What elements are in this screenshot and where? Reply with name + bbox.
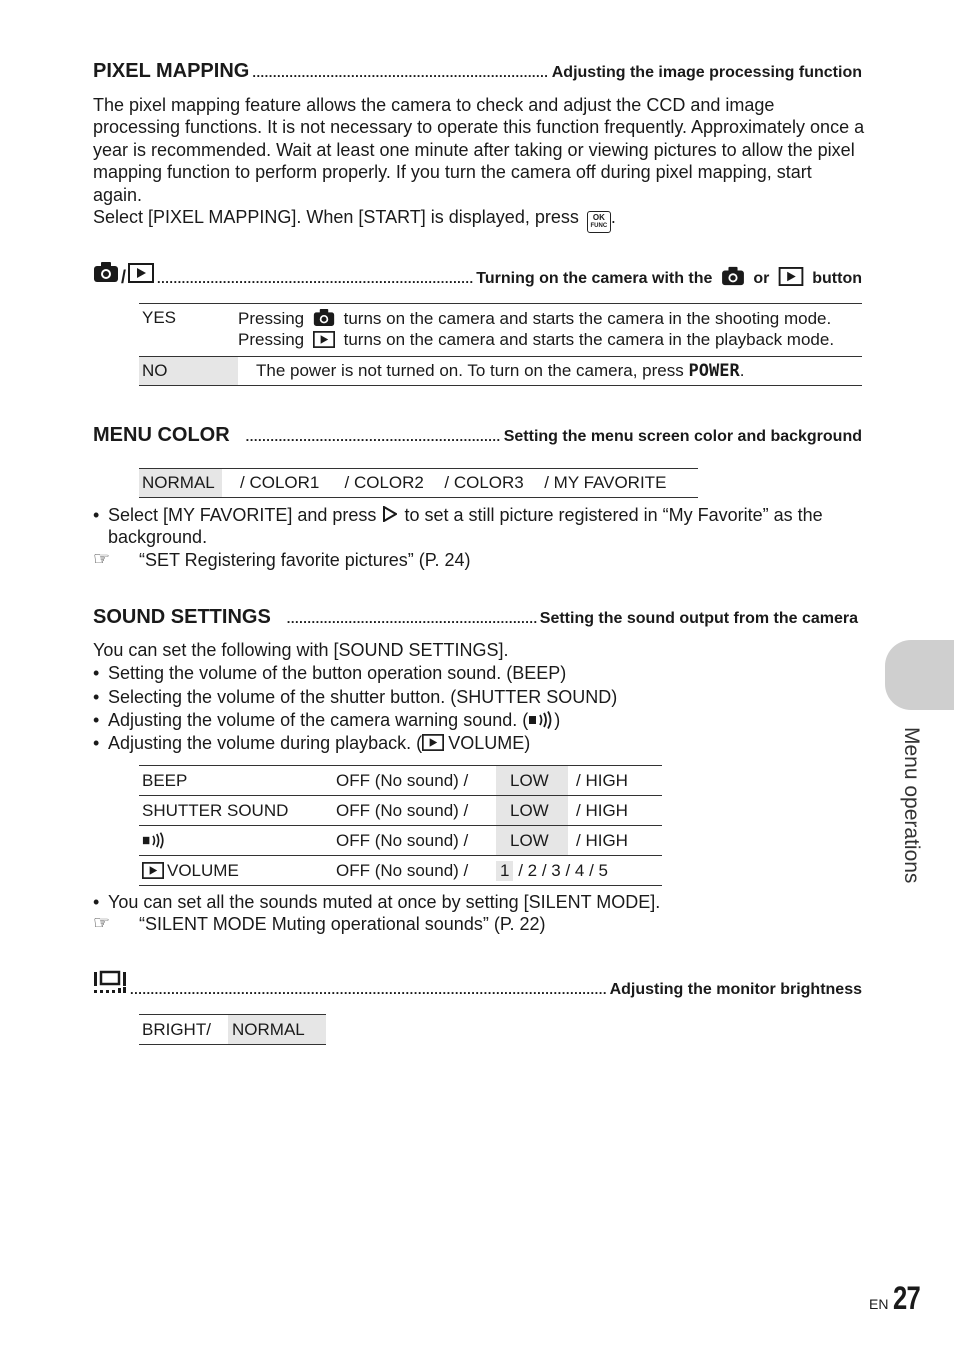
play-icon: [422, 734, 444, 751]
bullet-text: Adjusting the volume during playback. (: [108, 733, 423, 754]
reference-note: [93, 549, 863, 571]
monitor-header: [93, 970, 862, 999]
sound-table: [139, 765, 662, 886]
no-text: The power is not turned on. To turn on the camera, press: [256, 361, 684, 380]
reference-note: [93, 913, 865, 935]
pixel-mapping-body: [93, 94, 865, 233]
menu-color-desc: Setting the menu screen color and background: [503, 428, 862, 445]
leader-dots: [252, 65, 548, 80]
pixel-mapping-instruction: Select [PIXEL MAPPING]. When [START] is displayed, press OK FUNC .: [93, 206, 865, 233]
sound-row-volume: [139, 856, 336, 886]
pressing-label: Pressing: [238, 309, 305, 328]
table-row: [139, 766, 662, 796]
menu-color-notes: [93, 504, 863, 571]
monitor-options: [139, 1014, 326, 1045]
power-on-desc-or: or: [753, 270, 770, 287]
page-number: 27: [892, 1280, 920, 1316]
sound-settings-title: SOUND SETTINGS: [93, 606, 271, 628]
list-item: • Selecting the volume of the shutter button. (SHUTTER SOUND): [93, 686, 865, 709]
speaker-icon: [528, 711, 554, 729]
table-row: [139, 469, 698, 498]
volume-levels: [496, 856, 662, 886]
sound-intro: You can set the following with [SOUND SETTINGS].: [93, 640, 509, 660]
play-icon: [142, 862, 164, 879]
table-row: [139, 826, 662, 856]
chapter-tab: [885, 640, 954, 710]
pixel-mapping-title: PIXEL MAPPING: [93, 60, 250, 82]
list-item: [93, 709, 865, 732]
bullet-end: VOLUME): [448, 733, 531, 754]
option-level-1: 1: [496, 861, 513, 881]
list-item: [93, 732, 865, 755]
pixel-mapping-desc: Adjusting the image processing function: [551, 64, 862, 81]
bullet-text-b: to set a still picture registered in “My Favorite” as the background.: [108, 505, 823, 548]
leader-dots: [287, 611, 537, 626]
table-row: [139, 357, 862, 386]
power-on-table: [139, 303, 862, 386]
pointing-hand-icon: ☞: [93, 913, 111, 935]
bullet-text: Adjusting the volume of the camera warning sound. (: [108, 709, 529, 730]
reference-text: “SILENT MODE Muting operational sounds” (P. 22): [139, 914, 546, 935]
option-levels-2-5: / 2 / 3 / 4 / 5: [518, 860, 608, 880]
menu-color-header: [93, 424, 862, 447]
power-on-desc-suffix: button: [812, 270, 862, 287]
yes-line1: turns on the camera and starts the camera in the shooting mode.: [343, 309, 832, 328]
leader-dots: [246, 429, 501, 444]
table-row: [139, 1015, 326, 1045]
sound-row-shutter: SHUTTER SOUND: [142, 800, 289, 820]
func-label: FUNC: [590, 223, 608, 230]
play-icon: [128, 263, 154, 288]
play-icon: [778, 267, 804, 286]
power-on-desc: [476, 266, 862, 288]
option-color3: / COLOR3: [444, 473, 524, 492]
option-yes-desc: [238, 304, 862, 357]
table-row: [139, 856, 662, 886]
leader-dots: [130, 982, 607, 997]
table-row: [139, 304, 862, 357]
option-off: OFF (No sound) /: [336, 830, 469, 850]
option-high: / HIGH: [576, 800, 628, 820]
option-yes: YES: [142, 308, 177, 327]
menu-color-options: [139, 468, 698, 498]
pointing-hand-icon: ☞: [93, 548, 111, 570]
yes-line2: turns on the camera and starts the camera in the playback mode.: [343, 330, 835, 349]
right-arrow-icon: [383, 506, 397, 522]
camera-icon: [93, 261, 119, 288]
table-row: [139, 796, 662, 826]
option-off: OFF (No sound) /: [336, 800, 469, 820]
option-high: / HIGH: [576, 830, 628, 850]
option-color2: / COLOR2: [344, 473, 424, 492]
option-no-desc: The power is not turned on. To turn on the camera, press POWER.: [256, 361, 745, 381]
sound-settings-desc: Setting the sound output from the camera: [539, 610, 858, 627]
sound-settings-body: [93, 639, 865, 755]
monitor-brightness-icon: [93, 970, 127, 999]
play-icon: [313, 331, 335, 348]
chapter-label: [889, 727, 929, 897]
option-no: NO: [139, 357, 238, 386]
page-footer: [869, 1280, 927, 1317]
option-low: LOW: [496, 766, 568, 796]
bullet-end: ): [554, 709, 561, 730]
sound-row-warning: [139, 826, 336, 856]
ok-func-icon: [587, 211, 611, 233]
slash: /: [121, 267, 127, 287]
list-item: [93, 504, 863, 549]
list-item: • Setting the volume of the button operation sound. (BEEP): [93, 662, 865, 685]
power-on-desc-prefix: Turning on the camera with the: [476, 270, 713, 287]
ok-label: OK: [592, 213, 605, 223]
leader-dots: [157, 271, 473, 286]
sound-settings-header: [93, 606, 858, 629]
pressing-label: Pressing: [238, 330, 305, 349]
power-on-header: [93, 261, 862, 288]
camera-icon: [313, 308, 335, 327]
sound-row-beep: BEEP: [142, 770, 188, 790]
option-my-favorite: / MY FAVORITE: [544, 473, 667, 492]
option-low: LOW: [496, 796, 568, 826]
sound-notes: [93, 891, 865, 936]
option-color1: / COLOR1: [240, 473, 320, 492]
camera-icon: [721, 266, 745, 286]
instruction-text: Select [PIXEL MAPPING]. When [START] is displayed, press: [93, 207, 579, 228]
pixel-mapping-paragraph: The pixel mapping feature allows the camera to check and adjust the CCD and image processing functions. It is not necessary to operate this function frequently. Approximately once a year is recommended. Wait at least one minute after taking or viewing pictures to allow the pixel mapping function to perform properly. If you turn the camera off during pixel mapping, start again.: [93, 95, 865, 205]
option-high: / HIGH: [576, 770, 628, 790]
option-off: OFF (No sound) /: [336, 860, 469, 880]
speaker-icon: [142, 832, 166, 849]
option-off: OFF (No sound) /: [336, 770, 469, 790]
language-code: EN: [869, 1296, 889, 1312]
option-normal: NORMAL: [139, 469, 222, 498]
power-button-label: POWER: [688, 361, 740, 381]
chapter-label-text: Menu operations: [900, 727, 923, 884]
pixel-mapping-header: [93, 60, 862, 83]
list-item: • You can set all the sounds muted at once by setting [SILENT MODE].: [93, 891, 865, 913]
sound-row-volume-label: VOLUME: [167, 860, 239, 880]
monitor-desc: Adjusting the monitor brightness: [609, 981, 862, 998]
menu-color-title: MENU COLOR: [93, 424, 230, 446]
option-bright: BRIGHT/: [142, 1019, 211, 1039]
reference-text: “SET Registering favorite pictures” (P. 24): [139, 549, 471, 570]
bullet-text-a: Select [MY FAVORITE] and press: [108, 505, 377, 525]
option-normal: NORMAL: [228, 1015, 326, 1045]
option-low: LOW: [496, 826, 568, 856]
